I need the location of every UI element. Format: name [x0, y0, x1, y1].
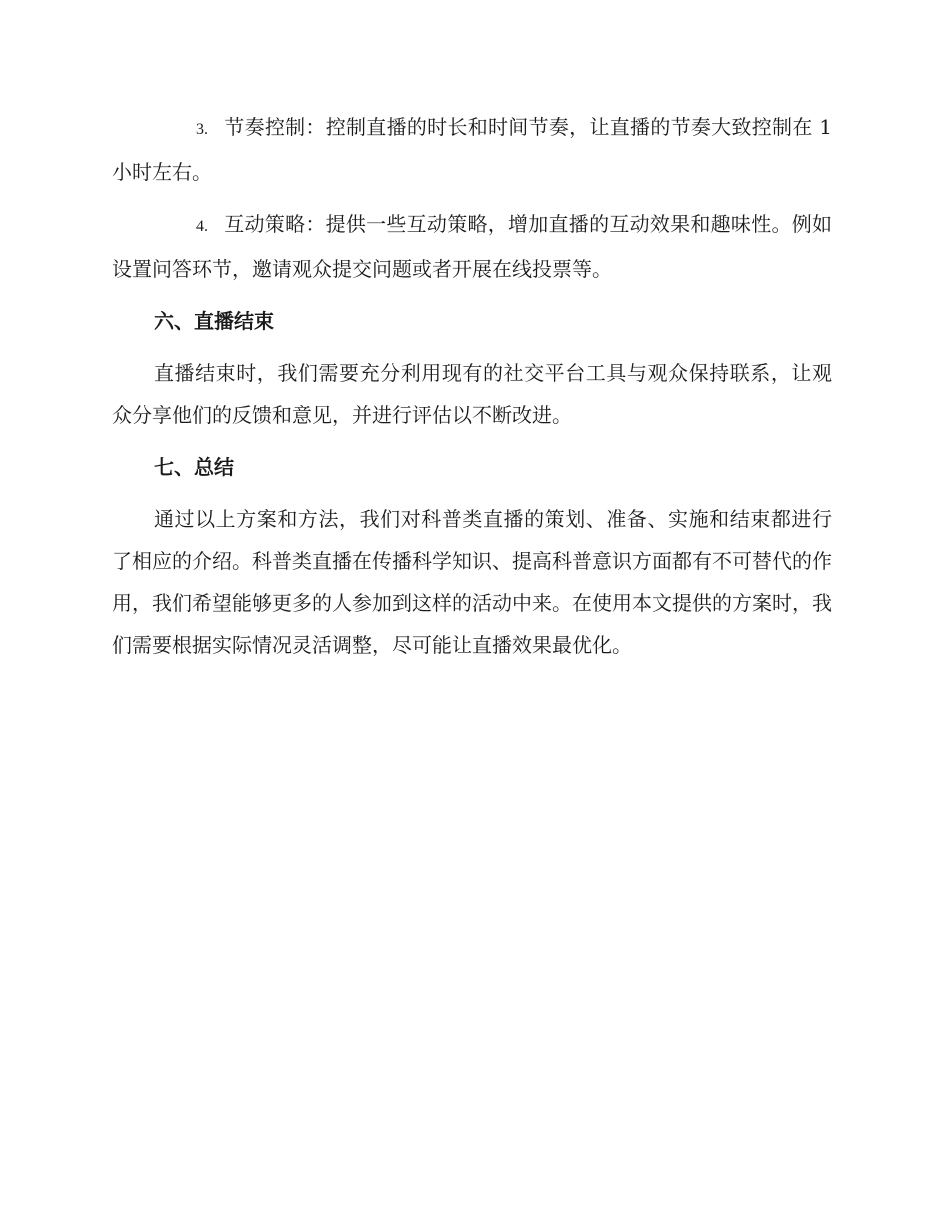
list-item-4	[112, 203, 832, 290]
list-item-3	[112, 106, 832, 193]
list-text: 节奏控制：控制直播的时长和时间节奏，让直播的节奏大致控制在 1 小时左右。	[112, 115, 832, 184]
document-page	[112, 106, 832, 676]
list-number: 4.	[196, 218, 208, 235]
section-heading-summary: 七、总结	[154, 455, 234, 479]
paragraph-summary: 通过以上方案和方法，我们对科普类直播的策划、准备、实施和结束都进行了相应的介绍。科普类直播在传播科学知识、提高科普意识方面都有不可替代的作用，我们希望能够更多的人参加到这样的活动中来。在使用本文提供的方案时，我们需要根据实际情况灵活调整，尽可能让直播效果最优化。	[112, 507, 832, 657]
section-heading-live-end: 六、直播结束	[154, 309, 274, 333]
list-number: 3.	[196, 121, 208, 138]
list-text: 互动策略：提供一些互动策略，增加直播的互动效果和趣味性。例如设置问答环节，邀请观众提交问题或者开展在线投票等。	[112, 212, 832, 281]
paragraph-live-end: 直播结束时，我们需要充分利用现有的社交平台工具与观众保持联系，让观众分享他们的反馈和意见，并进行评估以不断改进。	[112, 361, 832, 427]
